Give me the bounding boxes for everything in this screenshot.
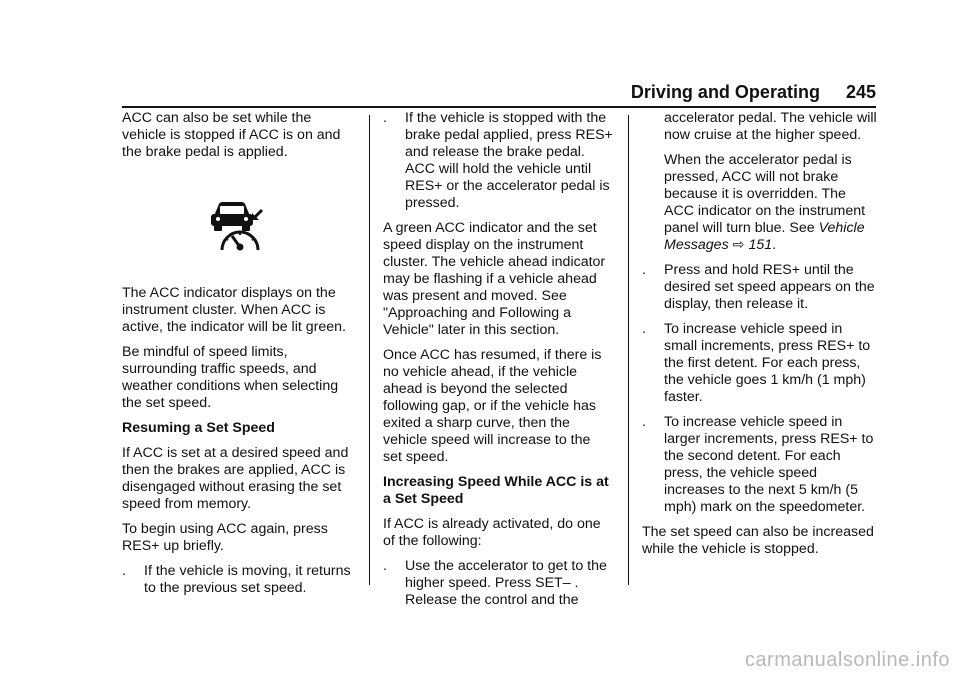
column-divider [628,115,629,585]
icon-figure [122,169,358,285]
bullet-mark: . [122,563,126,579]
paragraph: The ACC indicator displays on the instrument cluster. When ACC is active, the indicator will be lit green. [122,285,346,335]
header-rule [122,106,876,108]
bullet-item [383,110,613,212]
paragraph: If ACC is set at a desired speed and then the brakes are applied, ACC is disengaged without erasing the set speed from memory. [122,445,349,512]
paragraph-text: When the accelerator pedal is pressed, ACC will not brake because it is overridden. The ACC indicator on the instrument panel will turn blue. See [664,152,866,236]
paragraph-end: . [772,237,777,253]
paragraph: A green ACC indicator and the set speed display on the instrument cluster. The vehicle ahead indicator may be flashing if a vehicle ahead was present and moved. See "Approaching and Following a Vehicle" later in this section. [383,220,606,338]
acc-indicator-icon [208,200,272,254]
bullet-mark: . [642,321,646,337]
paragraph: If ACC is already activated, do one of the following: [383,516,601,549]
column-divider [369,115,370,585]
bullet-text: If the vehicle is moving, it returns to the previous set speed. [144,563,351,596]
paragraph: The set speed can also be increased while the vehicle is stopped. [642,524,874,557]
section-heading: Resuming a Set Speed [122,420,275,436]
bullet-text: To increase vehicle speed in small increments, press RES+ to the first detent. For each press, the vehicle goes 1 km/h (1 mph) faster. [664,321,871,405]
bullet-mark: . [383,558,387,574]
bullet-item [642,321,878,406]
column-3 [642,110,878,566]
paragraph [664,152,878,254]
watermark: carmanualsonline.info [744,649,950,671]
bullet-text: Use the accelerator to get to the higher speed. Press SET– . Release the control and the [405,558,607,608]
bullet-mark: . [383,110,387,126]
paragraph: To begin using ACC again, press RES+ up briefly. [122,521,328,554]
cross-reference-link[interactable]: Vehicle Messages [664,220,865,253]
paragraph: Once ACC has resumed, if there is no vehicle ahead, if the vehicle ahead is beyond the selected following gap, or if the vehicle has exited a sharp curve, then the vehicle speed will increase to the set speed. [383,347,602,465]
section-title: Driving and Operating [630,82,820,102]
column-2 [383,110,613,617]
paragraph: Be mindful of speed limits, surrounding traffic speeds, and weather conditions when selecting the set speed. [122,344,339,411]
bullet-text: To increase vehicle speed in larger increments, press RES+ to the second detent. For each press, the vehicle speed increases to the next 5 km/h (5 mph) mark on the speedometer. [664,414,874,515]
page-ref-arrow-icon: ⇨ [728,237,749,253]
bullet-item [383,558,613,609]
bullet-text: Press and hold RES+ until the desired set speed appears on the display, then release it. [664,262,875,312]
paragraph: accelerator pedal. The vehicle will now cruise at the higher speed. [664,110,877,143]
section-heading: Increasing Speed While ACC is at a Set Speed [383,474,609,507]
paragraph: ACC can also be set while the vehicle is stopped if ACC is on and the brake pedal is applied. [122,110,341,160]
cross-reference-page[interactable]: 151 [748,237,773,253]
bullet-item [122,563,358,597]
page-number: 245 [845,82,876,102]
bullet-item [642,414,878,516]
bullet-mark: . [642,414,646,430]
bullet-text: If the vehicle is stopped with the brake pedal applied, press RES+ and release the brake pedal. ACC will hold the vehicle until RES+ or the accelerator pedal is pressed. [405,110,613,211]
bullet-mark: . [642,262,646,278]
column-1 [122,110,358,605]
page-header [631,82,876,103]
bullet-item [642,262,878,313]
